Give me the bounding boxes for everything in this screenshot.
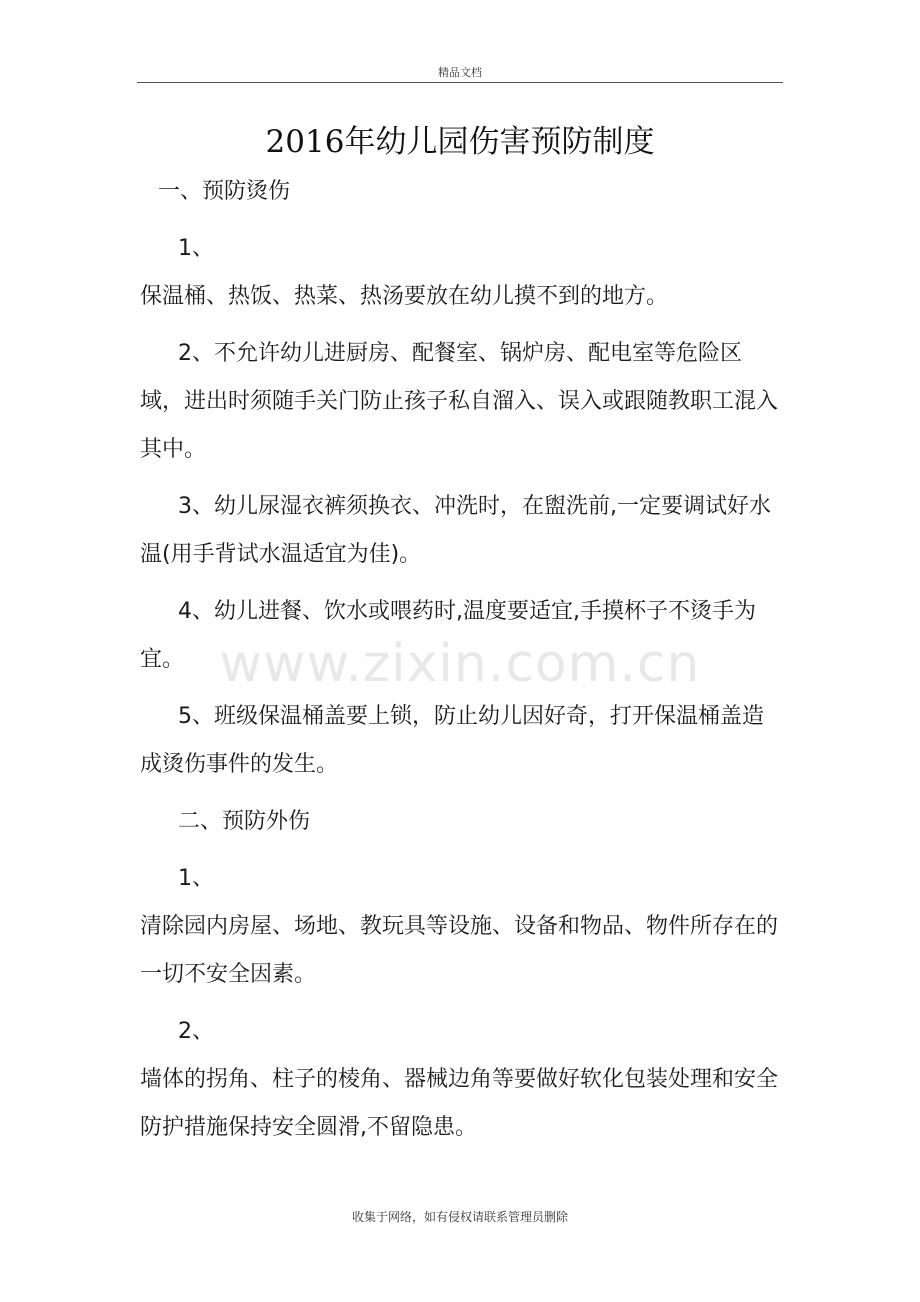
section-heading-1: 一、预防烫伤 (158, 179, 291, 204)
item-number: 1、 (178, 866, 214, 891)
paragraph: 2、不允许幼儿进厨房、配餐室、锅炉房、配电室等危险区域，进出时须随手关门防止孩子私自溜入、误入或跟随教职工混入其中。 (140, 341, 779, 462)
item-number: 2、 (178, 1019, 214, 1044)
paragraph: 3、幼儿尿湿衣裤须换衣、冲洗时，在盥洗前,一定要调试好水温(用手背试水温适宜为佳)。 (140, 494, 771, 567)
paragraph: 4、幼儿进餐、饮水或喂药时,温度要适宜,手摸杯子不烫手为宜。 (140, 599, 756, 672)
document-body (140, 168, 785, 1161)
paragraph: 保温桶、热饭、热菜、热汤要放在幼儿摸不到的地方。 (140, 284, 669, 309)
item-number: 1、 (178, 236, 214, 261)
page-header: 精品文档 (438, 66, 482, 79)
page-footer: 收集于网络，如有侵权请联系管理员删除 (351, 1210, 568, 1224)
header-divider (137, 82, 783, 83)
document-title: 2016年幼儿园伤害预防制度 (265, 124, 655, 160)
section-heading-2: 二、预防外伤 (178, 809, 311, 834)
watermark: www.zixin.com.cn (219, 634, 701, 694)
paragraph: 清除园内房屋、场地、教玩具等设施、设备和物品、物件所存在的一切不安全因素。 (140, 914, 779, 987)
paragraph: 5、班级保温桶盖要上锁，防止幼儿因好奇，打开保温桶盖造成烫伤事件的发生。 (140, 704, 764, 777)
paragraph: 墙体的拐角、柱子的棱角、器械边角等要做好软化包装处理和安全防护措施保持安全圆滑,不留隐患。 (140, 1067, 779, 1140)
